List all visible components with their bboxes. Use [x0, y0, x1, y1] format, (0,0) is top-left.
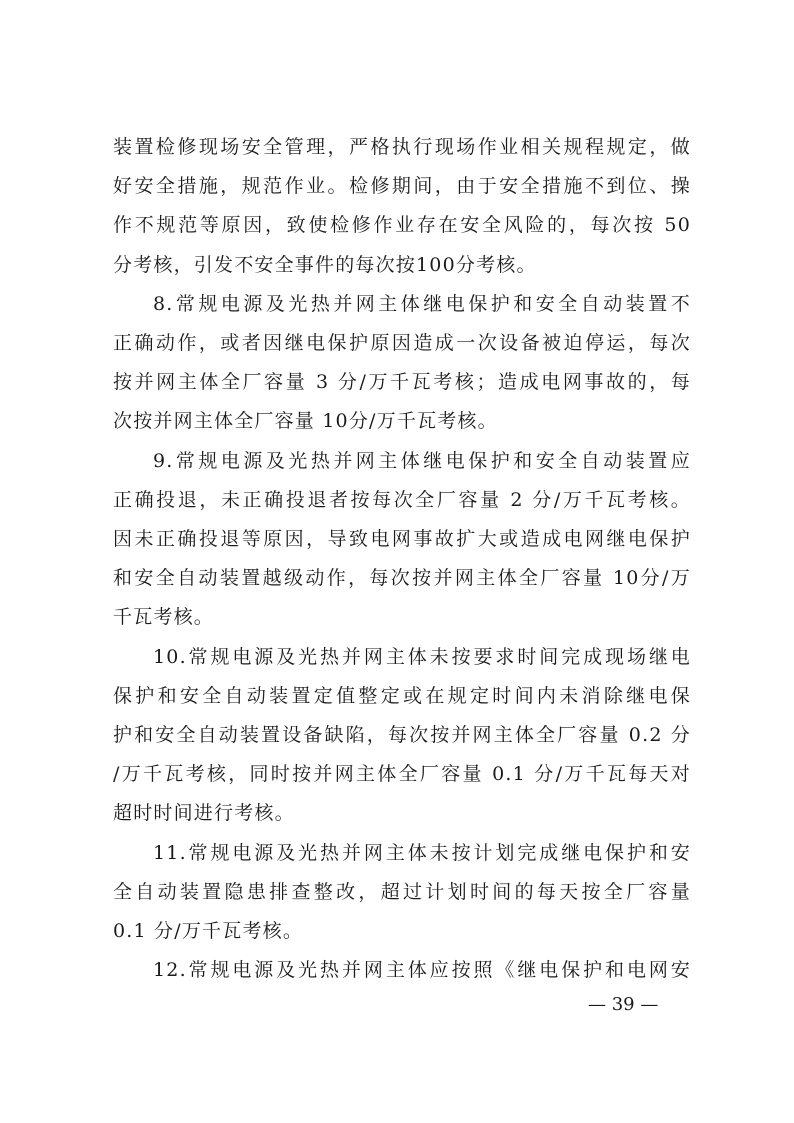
text-line: 超时时间进行考核。 [113, 802, 295, 825]
text-line: 按并网主体全厂容量 3 分/万千瓦考核；造成电网事故的，每 [113, 371, 691, 394]
text-line: 千瓦考核。 [113, 606, 215, 629]
text-line: 作不规范等原因，致使检修作业存在安全风险的，每次按 50 [113, 214, 691, 237]
text-line: 分考核，引发不安全事件的每次按100分考核。 [113, 253, 537, 276]
text-line: 护和安全自动装置设备缺陷，每次按并网主体全厂容量 0.2 分 [113, 724, 691, 747]
text-line: 9.常规电源及光热并网主体继电保护和安全自动装置应 [153, 449, 691, 472]
paragraph-continuation [113, 128, 691, 285]
page-number: — 39 — [588, 994, 659, 1015]
text-line: 次按并网主体全厂容量 10分/万千瓦考核。 [113, 410, 498, 433]
body-text [113, 128, 691, 990]
paragraph-item-12 [113, 951, 691, 990]
text-line: 10.常规电源及光热并网主体未按要求时间完成现场继电 [153, 645, 691, 668]
paragraph-item-9 [113, 442, 691, 638]
text-line: /万千瓦考核，同时按并网主体全厂容量 0.1 分/万千瓦每天对 [113, 763, 691, 786]
text-line: 好安全措施，规范作业。检修期间，由于安全措施不到位、操 [113, 175, 691, 198]
text-line: 正确动作，或者因继电保护原因造成一次设备被迫停运，每次 [113, 332, 691, 355]
text-line: 11.常规电源及光热并网主体未按计划完成继电保护和安 [153, 841, 691, 864]
text-line: 8.常规电源及光热并网主体继电保护和安全自动装置不 [153, 292, 691, 315]
paragraph-item-10 [113, 638, 691, 834]
paragraph-item-8 [113, 285, 691, 442]
text-line: 因未正确投退等原因，导致电网事故扩大或造成电网继电保护 [113, 528, 691, 551]
text-line: 0.1 分/万千瓦考核。 [113, 920, 304, 943]
text-line: 正确投退，未正确投退者按每次全厂容量 2 分/万千瓦考核。 [113, 488, 691, 511]
text-line: 12.常规电源及光热并网主体应按照《继电保护和电网安 [153, 959, 691, 982]
text-line: 保护和安全自动装置定值整定或在规定时间内未消除继电保 [113, 684, 691, 707]
text-line: 装置检修现场安全管理，严格执行现场作业相关规程规定，做 [113, 136, 691, 158]
paragraph-item-11 [113, 834, 691, 952]
text-line: 和安全自动装置越级动作，每次按并网主体全厂容量 10分/万 [113, 567, 691, 590]
text-line: 全自动装置隐患排查整改，超过计划时间的每天按全厂容量 [113, 880, 691, 903]
